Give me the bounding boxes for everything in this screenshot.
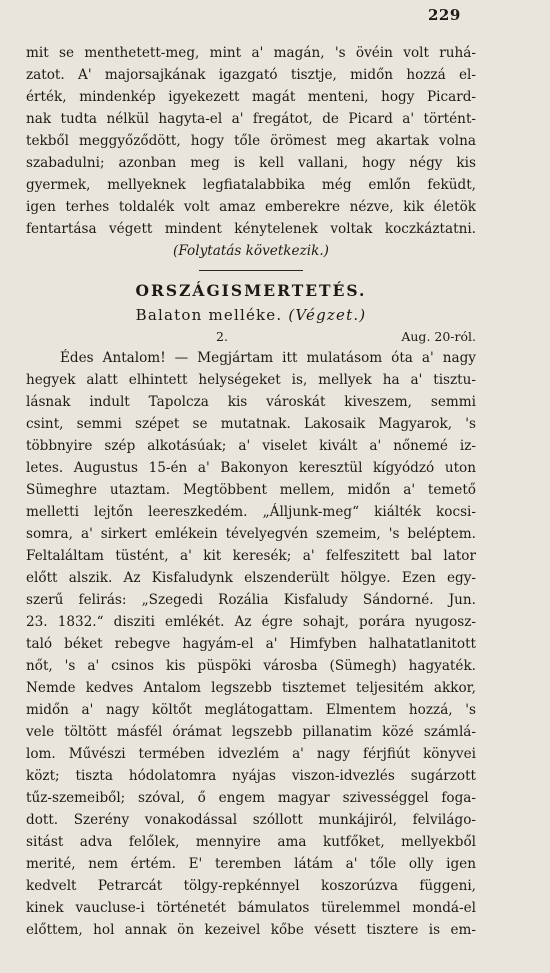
to-be-continued-note: (Folytatás következik.) [173,243,329,259]
text-line: fentartása végett mindent kénytelenek voltak koczkáztatni. [26,221,476,237]
text-line: csint, semmi szépet se mutatnak. Lakosaik Magyarok, 's [26,416,476,432]
entry-number: 2. [216,329,228,344]
text-line: többnyire szép alkotásúak; a' viselet kivált a' nőnemé iz- [26,438,476,454]
text-line: somra, a' sirkert emlékein tévelyegvén szemeim, 's beléptem. [26,526,476,542]
text-line: hegyek alatt elhintett helységeket is, mellyek ha a' tisztu- [26,372,476,388]
page-body [26,42,476,941]
entry-header [26,327,476,347]
section-subtitle [26,303,476,327]
text-line: tűz-szemeiből; szóval, ő engem magyar szivességgel foga- [26,790,476,806]
text-line: Feltaláltam tüstént, a' kit keresék; a' felfeszitett bal lator [26,548,476,564]
entry-date: Aug. 20-ról. [401,329,476,344]
continuation-paragraph [26,42,476,240]
text-line: tekből meggyőződött, hogy tőle örömest meg akartak volna [26,133,476,149]
text-line: vele töltött másfél órámat legszebb pillanatim közé számlá- [26,724,476,740]
text-line: nőt, 's a' csinos kis püspöki városba (Sümegh) hagyaték. [26,658,476,674]
text-line: szerű felirás: „Szegedi Rozália Kisfaludy Sándorné. Jun. [26,592,476,608]
text-line: dott. Szerény vonakodással szóllott munkájiról, felvilágo- [26,812,476,828]
text-line: igen terhes toldalék volt amaz emberekre nézve, kik életök [26,199,476,215]
text-line: lásnak indult Tapolcza kis városkát kiveszem, semmi [26,394,476,410]
section-subtitle-note: (Végzet.) [288,306,367,324]
text-line: Édes Antalom! — Megjártam itt mulatásom óta a' nagy [60,350,476,366]
text-line: taló béket rebegve hagyám-el a' Himfyben halhatatlanitott [26,636,476,652]
text-line: merité, nem értém. E' teremben látám a' tőle olly igen [26,856,476,872]
text-line: Nemde kedves Antalom legszebb tisztemet teljesitém akkor, [26,680,476,696]
article-paragraph [26,347,476,941]
text-line: közt; tiszta hódolatomra nyájas viszon-idvezlés sugárzott [26,768,476,784]
section-title: ORSZÁGISMERTETÉS. [135,281,367,300]
text-line: midőn a' nagy költőt meglátogattam. Elmentem hozzá, 's [26,702,476,718]
text-line: érték, mindenkép igyekezett magát menteni, hogy Picard- [26,89,476,105]
text-line: szabadulni; azonban meg is kell vallani, hogy négy kis [26,155,476,171]
text-line: kedvelt Petrarcát tölgy-repkénnyel koszorúzva függeni, [26,878,476,894]
text-line: előttem, hol annak ön kezeivel kőbe vésett tisztere is em- [26,922,476,938]
section-subtitle-main: Balaton melléke. [135,306,283,324]
text-line: letes. Augustus 15-én a' Bakonyon keresztül kígyódzó uton [26,460,476,476]
text-line: mit se menthetett-meg, mint a' magán, 's övéin volt ruhá- [26,45,476,61]
text-line: Sümeghre utaztam. Megtöbbent mellem, midőn a' temető [26,482,476,498]
page-number: 229 [428,6,461,24]
text-line: zatot. A' majorsajkának igazgató tisztje, midőn hozzá el- [26,67,476,83]
text-line: előtt alszik. Az Kisfaludynk elszenderült hölgye. Ezen egy- [26,570,476,586]
text-line: gyermek, mellyeknek legfiatalabbika még emlőn feküdt, [26,177,476,193]
section-divider [199,270,303,271]
text-line: sitást adva felőlek, mennyire ama kutfőket, mellyekből [26,834,476,850]
text-line: lom. Művészi termében idvezlém a' nagy férjfiút könyvei [26,746,476,762]
text-line: nak tudta nélkül hagyta-el a' fregátot, de Picard a' történt- [26,111,476,127]
text-line: 23. 1832.“ disziti emlékét. Az égre sohajt, porára nyugosz- [26,614,476,630]
text-line: melletti lejtőn leereszkedém. „Álljunk-meg“ kiálték kocsi- [26,504,476,520]
text-line: kinek vaucluse-i történetét bámulatos türelemmel mondá-el [26,900,476,916]
